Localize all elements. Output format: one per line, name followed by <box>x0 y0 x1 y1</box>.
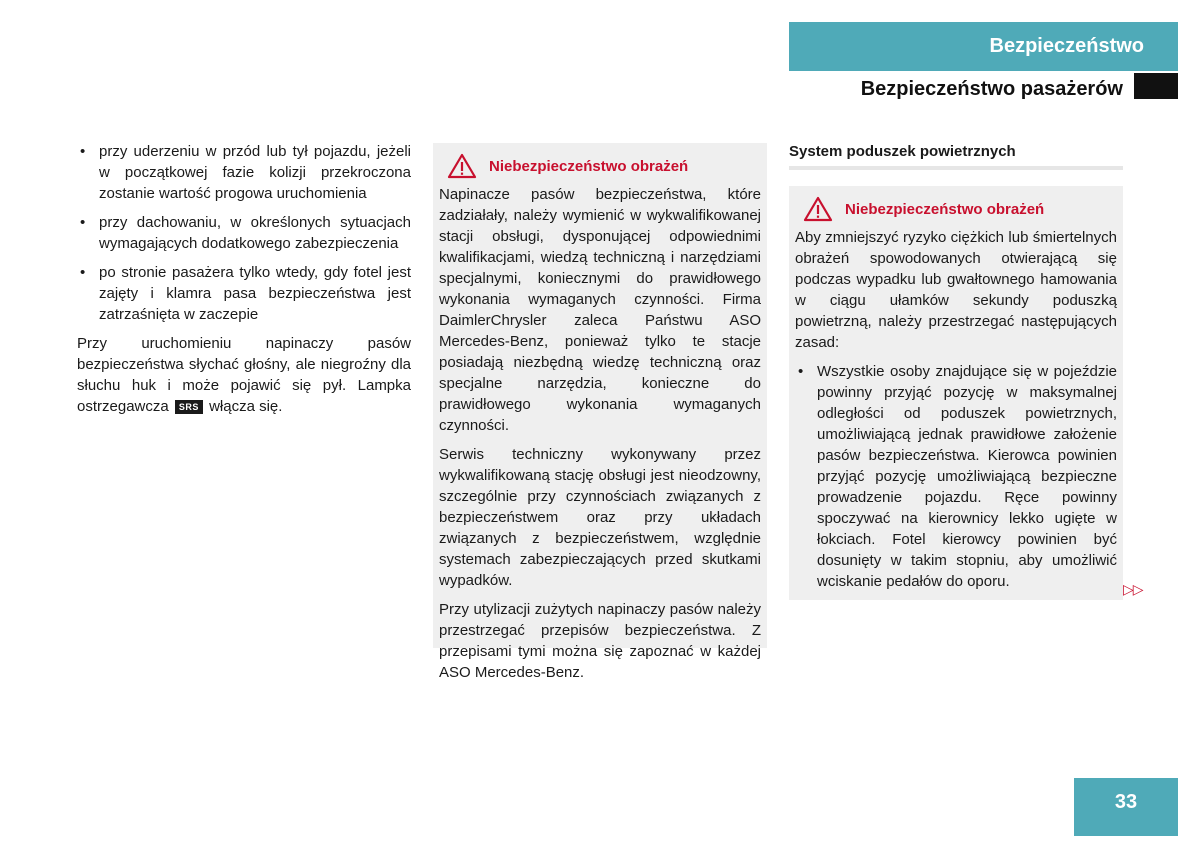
warning-triangle-icon <box>803 196 833 222</box>
section-header <box>789 22 1178 71</box>
warning-title-row <box>795 195 1117 223</box>
heading-divider <box>789 166 1123 170</box>
pretensioner-paragraph <box>77 333 411 417</box>
list-item: • przy dachowaniu, w określonych sytuacjach wymagających dodatkowego zabezpieczenia <box>77 212 411 254</box>
paragraph-text: Przy uruchomieniu napinaczy pasów bezpieczeństwa słychać głośny, ale niegroźny dla słuchu huk i może pojawić się pył. Lampka ostrzegawcza <box>77 335 411 415</box>
list-item: • przy uderzeniu w przód lub tył pojazdu, jeżeli w początkowej fazie kolizji przekroczona zostanie wartość progowa uruchomienia <box>77 141 411 204</box>
srs-warning-lamp-icon: SRS <box>175 400 203 414</box>
page-number-text: 33 <box>1114 791 1138 813</box>
warning-title: Niebezpieczeństwo obrażeń <box>489 157 689 175</box>
subsection-title: Bezpieczeństwo pasażerów <box>860 77 1123 100</box>
page-number <box>1074 778 1178 836</box>
airbag-rules-list <box>795 361 1117 592</box>
section-tab-marker <box>1134 73 1178 99</box>
subsection-header <box>789 74 1123 104</box>
warning-paragraph: Napinacze pasów bezpieczeństwa, które zadziałały, należy wymienić w wykwalifikowanej stacji obsługi, dysponującej odpowiednimi kwalifikacjami, wiedzą techniczną i narzędziami specjalnymi, koniecznymi do prawidłowego wykonania wymaganych czynności. Firma DaimlerChrysler zaleca Państwu ASO Mercedes-Benz, ponieważ tylko te stacje posiadają niezbędną wiedzę techniczną oraz specjalne narzędzia, konieczne do prawidłowego wykonania wymaganych czynności. <box>439 186 761 434</box>
deployment-conditions-list <box>77 141 411 325</box>
injury-warning-box <box>433 143 767 681</box>
warning-intro: Aby zmniejszyć ryzyko ciężkich lub śmiertelnych obrażeń spowodowanych otwierającą się podczas wypadku lub gwałtownego hamowania w ciągu ułamków sekundy poduszką powietrzną, należy przestrzegać następujących zasad: <box>795 229 1117 351</box>
warning-paragraph: Przy utylizacji zużytych napinaczy pasów należy przestrzegać przepisów bezpieczeństwa. Z przepisami tymi można się zapoznać w każdej ASO Mercedes-Benz. <box>439 601 761 681</box>
airbag-section-heading: System poduszek powietrznych <box>789 143 1016 160</box>
continued-arrow-icon: ▷▷ <box>1123 581 1143 597</box>
section-title: Bezpieczeństwo <box>989 35 1144 57</box>
left-column <box>77 141 411 425</box>
airbag-warning-box <box>789 186 1123 600</box>
list-item: • Wszystkie osoby znajdujące się w pojeździe powinny przyjąć pozycję w maksymalnej odległości od poduszek powietrznych, umożliwiającą jednak prawidłowe założenie pasów bezpieczeństwa. Kierowca powinien przyjąć pozycję umożliwiającą bezpieczne prowadzenie pojazdu. Ręce powinny spoczywać na kierownicy lekko ugięte w łokciach. Fotel kierowcy powinien być dosunięty w takim stopniu, aby umożliwić wciskanie pedałów do oporu. <box>795 361 1117 592</box>
list-item: • po stronie pasażera tylko wtedy, gdy fotel jest zajęty i klamra pasa bezpieczeństwa jest zatrzaśnięta w zaczepie <box>77 262 411 325</box>
warning-title: Niebezpieczeństwo obrażeń <box>845 200 1045 218</box>
warning-paragraph: Serwis techniczny wykonywany przez wykwalifikowaną stację obsługi jest nieodzowny, szczególnie przy czynnościach związanych z bezpieczeństwem oraz przy układach związanych z bezpieczeństwem, względnie systemach zabezpieczających przed skutkami wypadków. <box>439 446 761 589</box>
warning-title-row <box>439 152 761 180</box>
warning-triangle-icon <box>447 153 477 179</box>
paragraph-text-end: włącza się. <box>209 398 283 415</box>
